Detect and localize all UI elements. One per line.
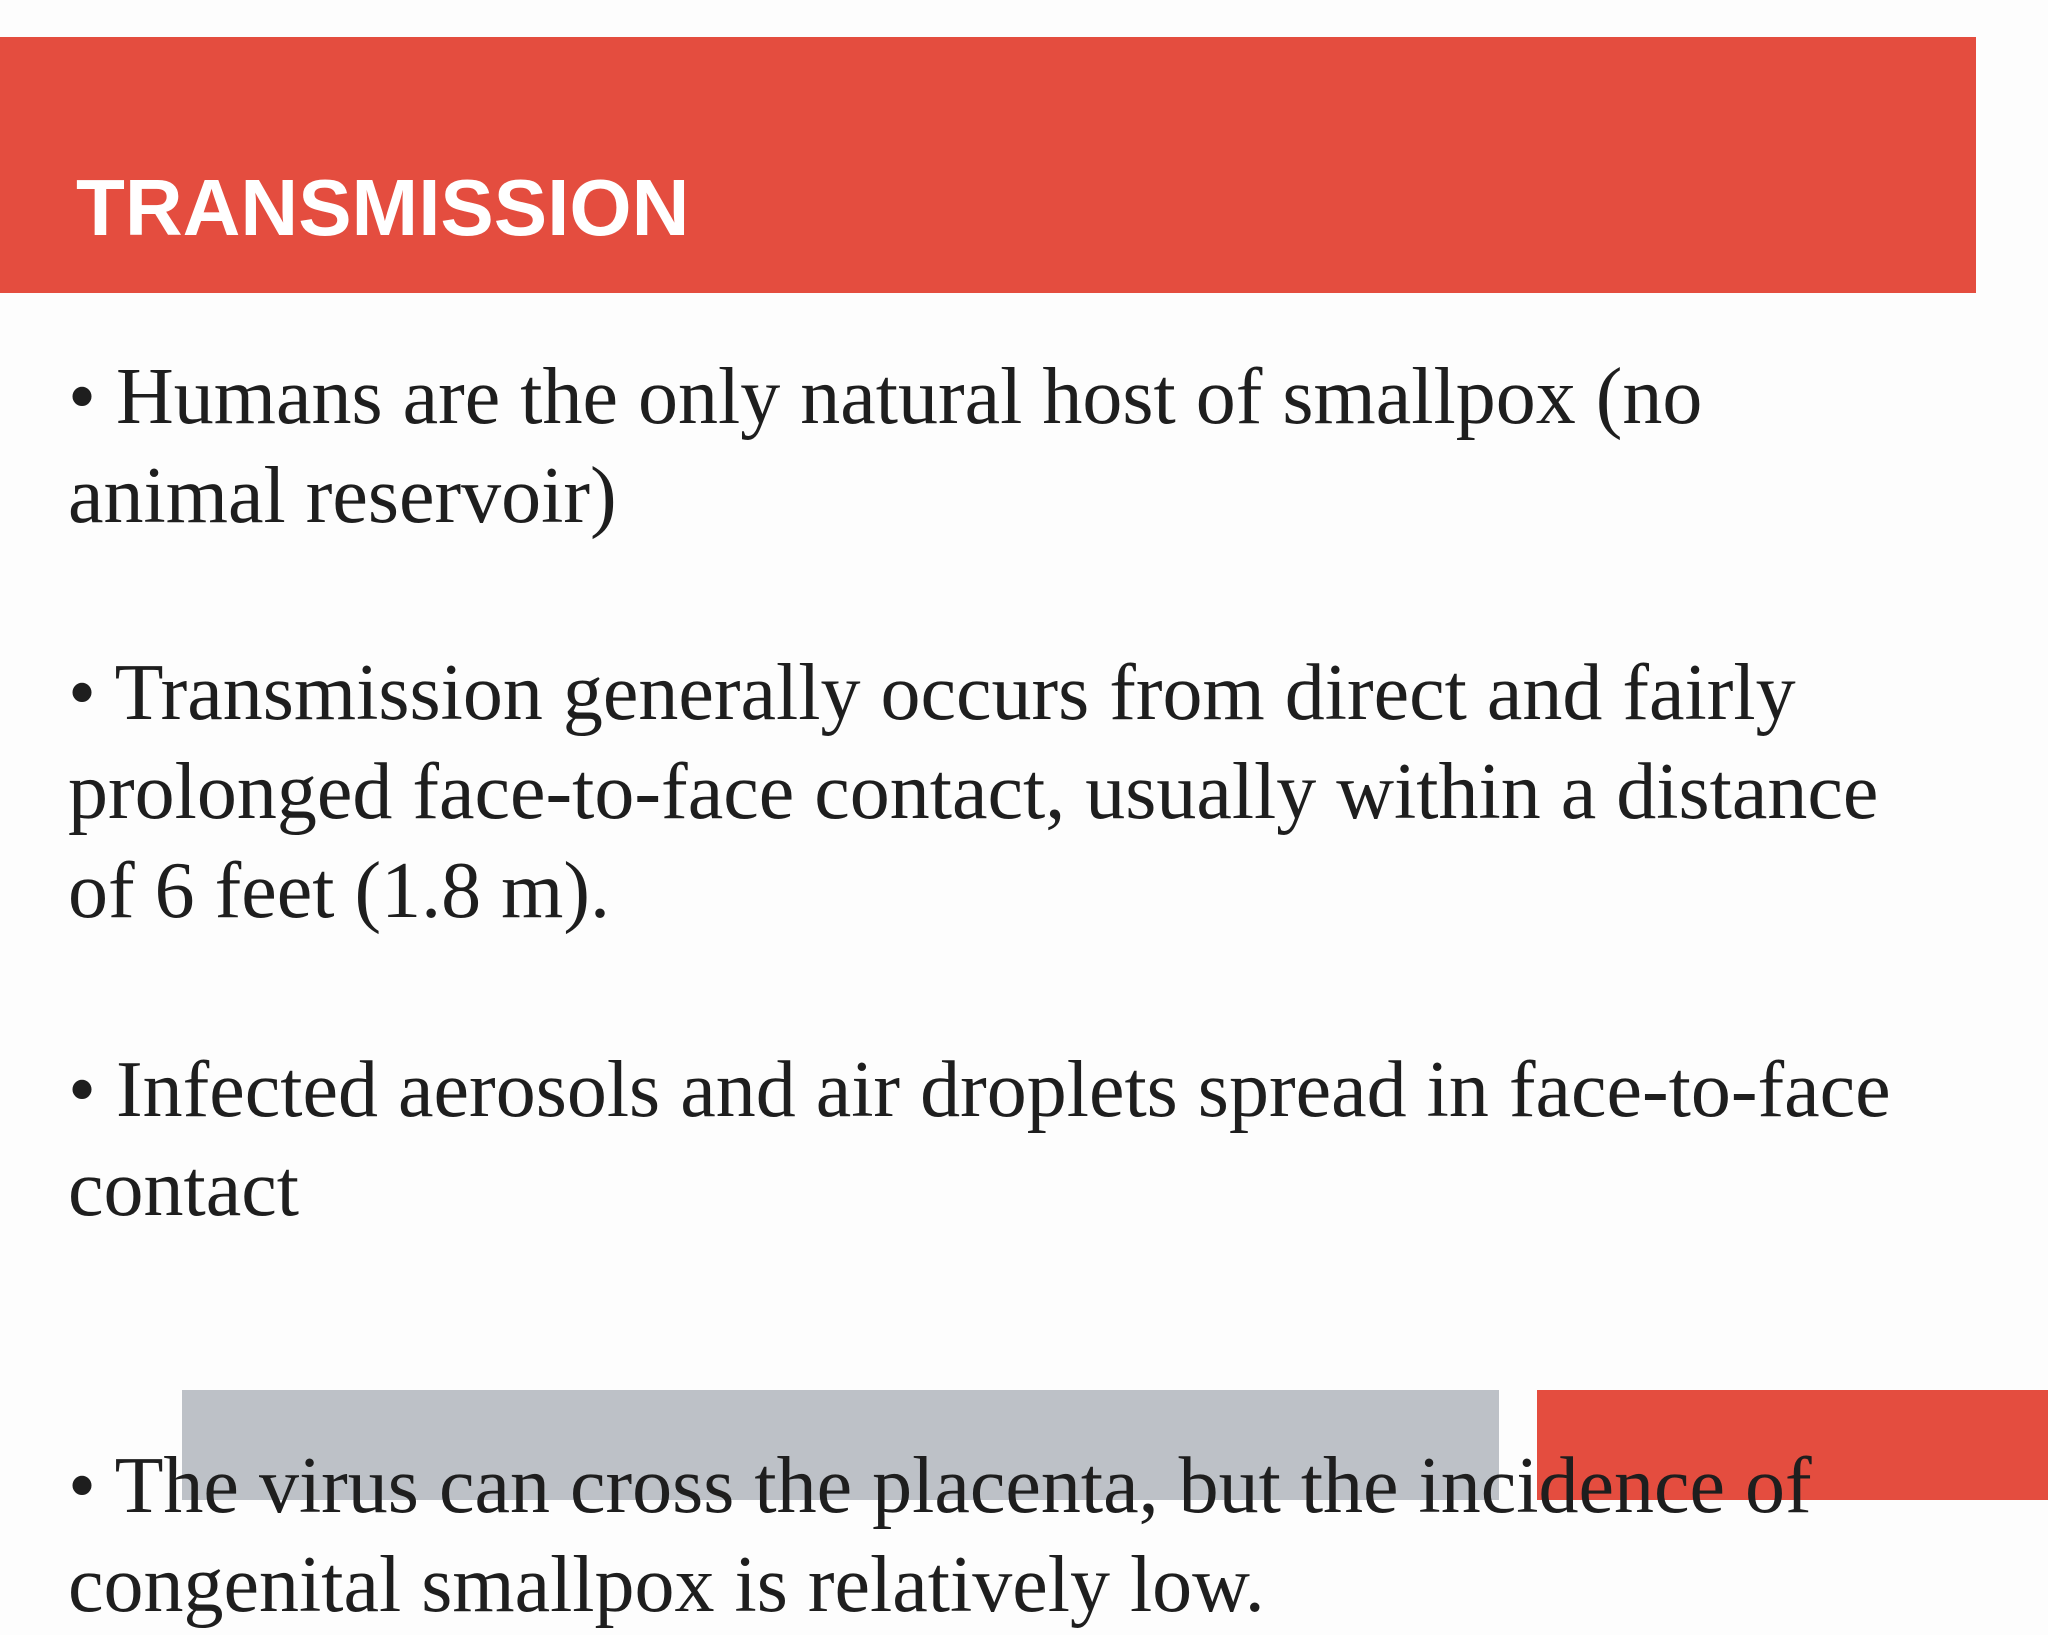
bullet-item-contact — [68, 644, 1968, 941]
slide-title: TRANSMISSION — [76, 163, 690, 252]
bullet-text-line: • Humans are the only natural host of smallpox (no — [68, 353, 1703, 441]
bullet-item-host — [68, 348, 1968, 546]
bullet-text-line: congenital smallpox is relatively low. — [68, 1541, 1265, 1629]
bullet-item-placenta — [68, 1437, 1968, 1635]
bullet-text-line: • Infected aerosols and air droplets spread in face-to-face — [68, 1046, 1891, 1134]
bullet-text-line: animal reservoir) — [68, 452, 617, 540]
bullet-text-line: prolonged face-to-face contact, usually within a distance — [68, 748, 1879, 836]
bullet-text-line: of 6 feet (1.8 m). — [68, 847, 611, 935]
bullet-text-line: • The virus can cross the placenta, but the incidence of — [68, 1442, 1812, 1530]
bullet-text-line: • Transmission generally occurs from direct and fairly — [68, 649, 1796, 737]
bullet-text-line: contact — [68, 1145, 299, 1233]
bullet-item-aerosols — [68, 1041, 1968, 1239]
